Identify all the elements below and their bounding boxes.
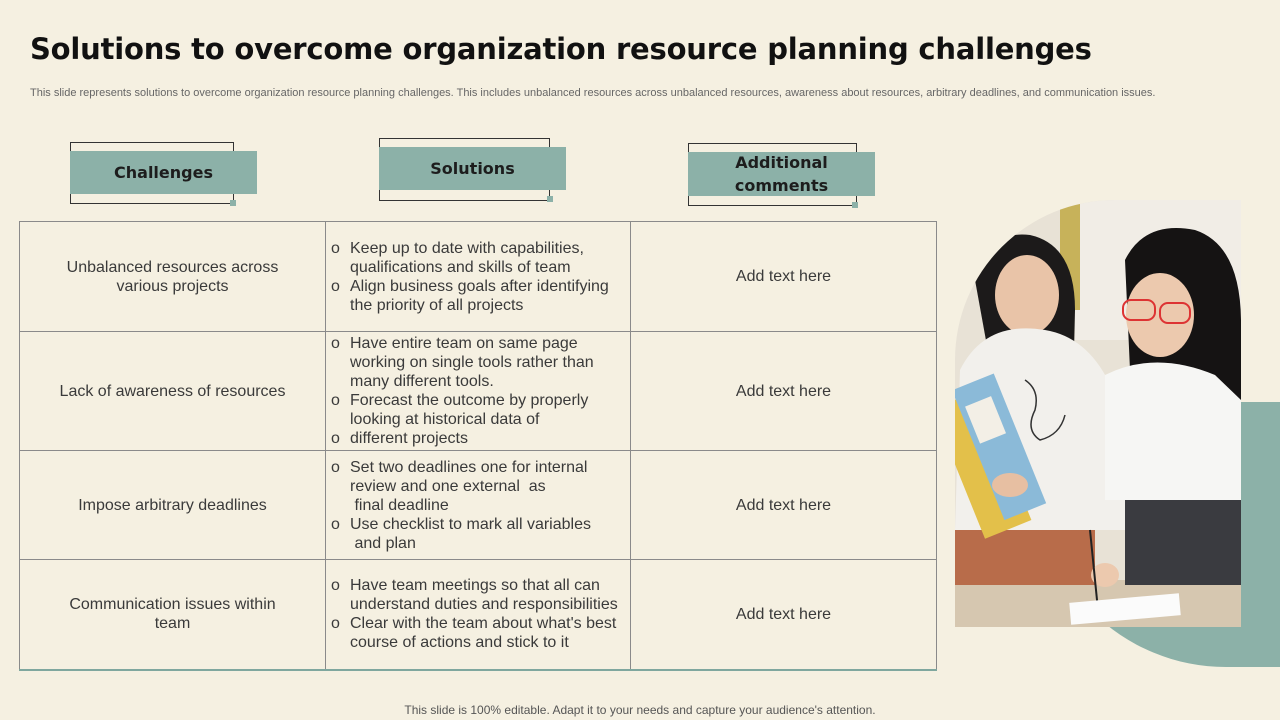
- bullet-icon: o: [331, 239, 340, 257]
- header-dot: [547, 196, 553, 202]
- comment-cell[interactable]: Add text here: [631, 332, 937, 451]
- solutions-cell: [326, 332, 631, 451]
- comment-cell[interactable]: Add text here: [631, 560, 937, 670]
- solution-item: o Have team meetings so that all can understand duties and responsibilities: [331, 577, 618, 614]
- solution-item: o Align business goals after identifying the priority of all projects: [331, 277, 614, 314]
- solution-item: o Clear with the team about what's best course of actions and stick to it: [331, 615, 621, 652]
- solution-item: o Set two deadlines one for internal review and one external as final deadline: [331, 458, 588, 514]
- solution-item: o Use checklist to mark all variables and plan: [331, 515, 591, 552]
- header-label-line1: Additional: [735, 153, 828, 172]
- solutions-cell: [326, 451, 631, 560]
- solution-item: o Keep up to date with capabilities, qualifications and skills of team: [331, 239, 589, 276]
- challenge-cell: Unbalanced resources across various projects: [20, 222, 326, 332]
- solutions-table: [19, 221, 937, 671]
- challenge-cell: Communication issues within team: [20, 560, 326, 670]
- bullet-icon: o: [331, 430, 340, 447]
- table-row: [20, 222, 937, 332]
- header-label: Solutions: [379, 147, 566, 190]
- header-dot: [230, 200, 236, 206]
- bullet-icon: o: [331, 458, 340, 476]
- comment-cell[interactable]: Add text here: [631, 451, 937, 560]
- page-subtitle: This slide represents solutions to overcome organization resource planning challenges. This includes unbalanced resources across unbalanced resources, awareness about resources, arbitrary deadlines, and communication issues.: [30, 87, 1156, 99]
- page-title: Solutions to overcome organization resource planning challenges: [30, 32, 1092, 66]
- bullet-icon: o: [331, 577, 340, 595]
- challenge-cell: Impose arbitrary deadlines: [20, 451, 326, 560]
- header-label-line2: comments: [734, 176, 829, 195]
- bullet-icon: o: [331, 277, 340, 295]
- solution-item: o different projects: [331, 430, 468, 447]
- header-challenges: [70, 142, 258, 206]
- table-row: [20, 560, 937, 670]
- solution-item: o Forecast the outcome by properly looking at historical data of: [331, 392, 593, 428]
- solution-item: o Have entire team on same page working on single tools rather than many different tools.: [331, 335, 599, 390]
- header-label: [688, 152, 875, 196]
- bullet-icon: o: [331, 515, 340, 533]
- team-photo-illustration: [955, 200, 1241, 627]
- team-photo: [955, 200, 1241, 627]
- bullet-icon: o: [331, 392, 340, 409]
- table-row: [20, 451, 937, 560]
- header-solutions: [379, 138, 567, 204]
- solutions-cell: [326, 560, 631, 670]
- header-dot: [852, 202, 858, 208]
- solutions-cell: [326, 222, 631, 332]
- comment-cell[interactable]: Add text here: [631, 222, 937, 332]
- header-comments: [688, 143, 876, 210]
- bullet-icon: o: [331, 335, 340, 352]
- header-label: Challenges: [70, 151, 257, 194]
- footer-note: This slide is 100% editable. Adapt it to your needs and capture your audience's attention.: [404, 703, 876, 717]
- challenge-cell: Lack of awareness of resources: [20, 332, 326, 451]
- bullet-icon: o: [331, 615, 340, 633]
- table-row: [20, 332, 937, 451]
